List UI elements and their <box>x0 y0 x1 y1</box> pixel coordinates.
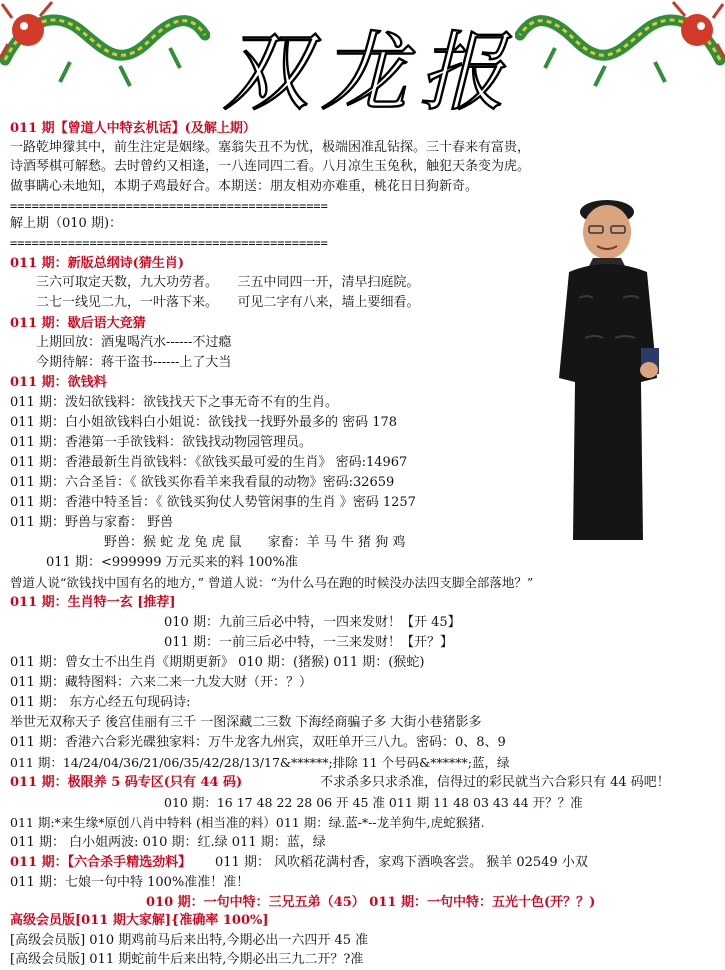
fortune-teller-figure <box>545 198 675 540</box>
section-heading: 011 期：生肖特一玄 [推荐] <box>10 595 176 610</box>
section-heading: 011 期：歇后语大竞猜 <box>10 316 146 331</box>
section-heading: 011 期：极限养 5 码专区(只有 44 码) <box>10 775 243 790</box>
poem-line: 诗酒琴棋可解愁。去时曾约又相逢，一八连同四二看。八月凉生玉兔秋，触犯天条变为虎。 <box>10 159 531 174</box>
content-line: 010 期：16 17 48 22 28 06 开 45 准 011 期 11 48 03 43 44 开？？准 <box>164 795 583 810</box>
content-line: 011 期：<999999 万元买来的料 100%准 <box>46 555 298 570</box>
content-line: 野兽：猴 蛇 龙 兔 虎 鼠 家畜：羊 马 牛 猪 狗 鸡 <box>104 535 406 550</box>
content-line: 011 期：香港中特圣旨：《 欲钱买狗仗人势管闲事的生肖 》密码 1257 <box>10 495 416 510</box>
content-line: 011 期： 东方心经五句现码诗: <box>10 695 191 710</box>
verse-line: 二七一线见二九，一叶落下来。 可见二字有八来，墙上要细看。 <box>36 295 420 310</box>
content-line: 不求杀多只求杀准，信得过的彩民就当六合彩只有 44 码吧！ <box>320 775 670 790</box>
answer-heading: 解上期（010 期)： <box>10 216 123 231</box>
poem-line: 一路乾坤獴其中，前生注定是姻缘。塞翁失丑不为忧，极端困准乱钻探。三十春来有富贵， <box>10 140 531 155</box>
content-line: 曾道人说“欲钱找中国有名的地方，” 曾道人说：“为什么马在跑的时候没办法四支脚全部落地？” <box>10 575 534 590</box>
section-heading: 011 期：欲钱料 <box>10 375 107 390</box>
masthead <box>0 0 725 118</box>
content-line: 011 期：香港第一手欲钱料：欲钱找动物园管理员。 <box>10 435 312 450</box>
poem-heading: 011 期【曾道人中特玄机话】(及解上期） <box>10 121 256 136</box>
section-heading: 011 期：【六合杀手精选劲料】 <box>10 855 192 870</box>
content-line: 010 期：九前三后必中特，一四来发财！【开 45】 <box>164 615 461 630</box>
riddle-line: 今期待解：蒋干盗书------上了大当 <box>36 355 232 370</box>
content-line: 011 期：藏特图料：六来二来一九发大财（开：？） <box>10 675 312 690</box>
content-line: 011 期：六合圣旨：《 欲钱买你看羊来我看鼠的动物》密码:32659 <box>10 475 395 490</box>
masthead-title-text: 双龙报 <box>223 23 517 116</box>
riddle-line: 上期回放：酒鬼喝汽水------不过瘾 <box>36 335 232 350</box>
content-line: 举世无双称天子 後宫佳丽有三千 一图深藏二三数 下海经商骗子多 大街小巷猪影多 <box>10 715 482 730</box>
content-line: 011 期：野兽与家畜： 野兽 <box>10 515 174 530</box>
content-line: [高级会员版] 011 期蛇前牛后来出特,今期必出三九二开？?准 <box>10 952 364 967</box>
content-line: 011 期：曾女士不出生肖《期期更新》 010 期：(猪猴) 011 期：(猴蛇) <box>10 655 425 670</box>
content-line: 011 期： 白小姐两波: 010 期：红.绿 011 期：蓝，绿 <box>10 835 326 850</box>
content-line: 010 期：一句中特：三兄五弟（45） 011 期：一句中特：五光十色(开？？) <box>146 895 596 910</box>
content-line: 011 期：14/24/04/36/21/06/35/42/28/13/17&******;排除 11 个号码&******;蓝，绿 <box>10 755 510 770</box>
content-line: 011 期：一前三后必中特，一三来发财！【开？】 <box>164 635 453 650</box>
content-line: 011 期：七娘一句中特 100%准准！准！ <box>10 875 250 890</box>
verse-line: 三六可取定天数，九大功劳者。 三五中同四一开，清早扫庭院。 <box>36 275 420 290</box>
separator: ============================================ <box>10 236 328 250</box>
section-heading: 高级会员版[011 期大家解]{准确率 100%] <box>10 913 269 928</box>
masthead-title <box>160 20 580 116</box>
poem-line: 做事瞒心未地知，本期子鸡最好合。本期送：朋友相劝亦难重，桃花日日狗新奇。 <box>10 179 479 194</box>
content-line: 011 期：香港六合彩光碟独家料：万牛龙客九州宾，双旺单开三八九。密码：0、8、9 <box>10 735 506 750</box>
separator: ============================================ <box>10 199 328 213</box>
section-heading: 011 期：新版总纲诗(猜生肖) <box>10 256 184 271</box>
content-line: [高级会员版] 010 期鸡前马后来出特,今期必出一六四开 45 准 <box>10 933 369 948</box>
content-line: 011 期：香港最新生肖欲钱料：《欲钱买最可爱的生肖》 密码:14967 <box>10 455 408 470</box>
content-line: 011 期：白小姐欲钱料白小姐说：欲钱找一找野外最多的 密码 178 <box>10 415 398 430</box>
content-line: 011 期：泼妇欲钱料：欲钱找天下之事无奇不有的生肖。 <box>10 395 338 410</box>
content-line: 011 期： 风吹稻花满村香，家鸡下酒唤客尝。 猴羊 02549 小双 <box>215 855 588 870</box>
content-line: 011 期:*来生缘*原创八肖中特料 (相当准的料）011 期：绿.蓝-*--龙羊狗牛,虎蛇猴猪. <box>10 815 485 830</box>
